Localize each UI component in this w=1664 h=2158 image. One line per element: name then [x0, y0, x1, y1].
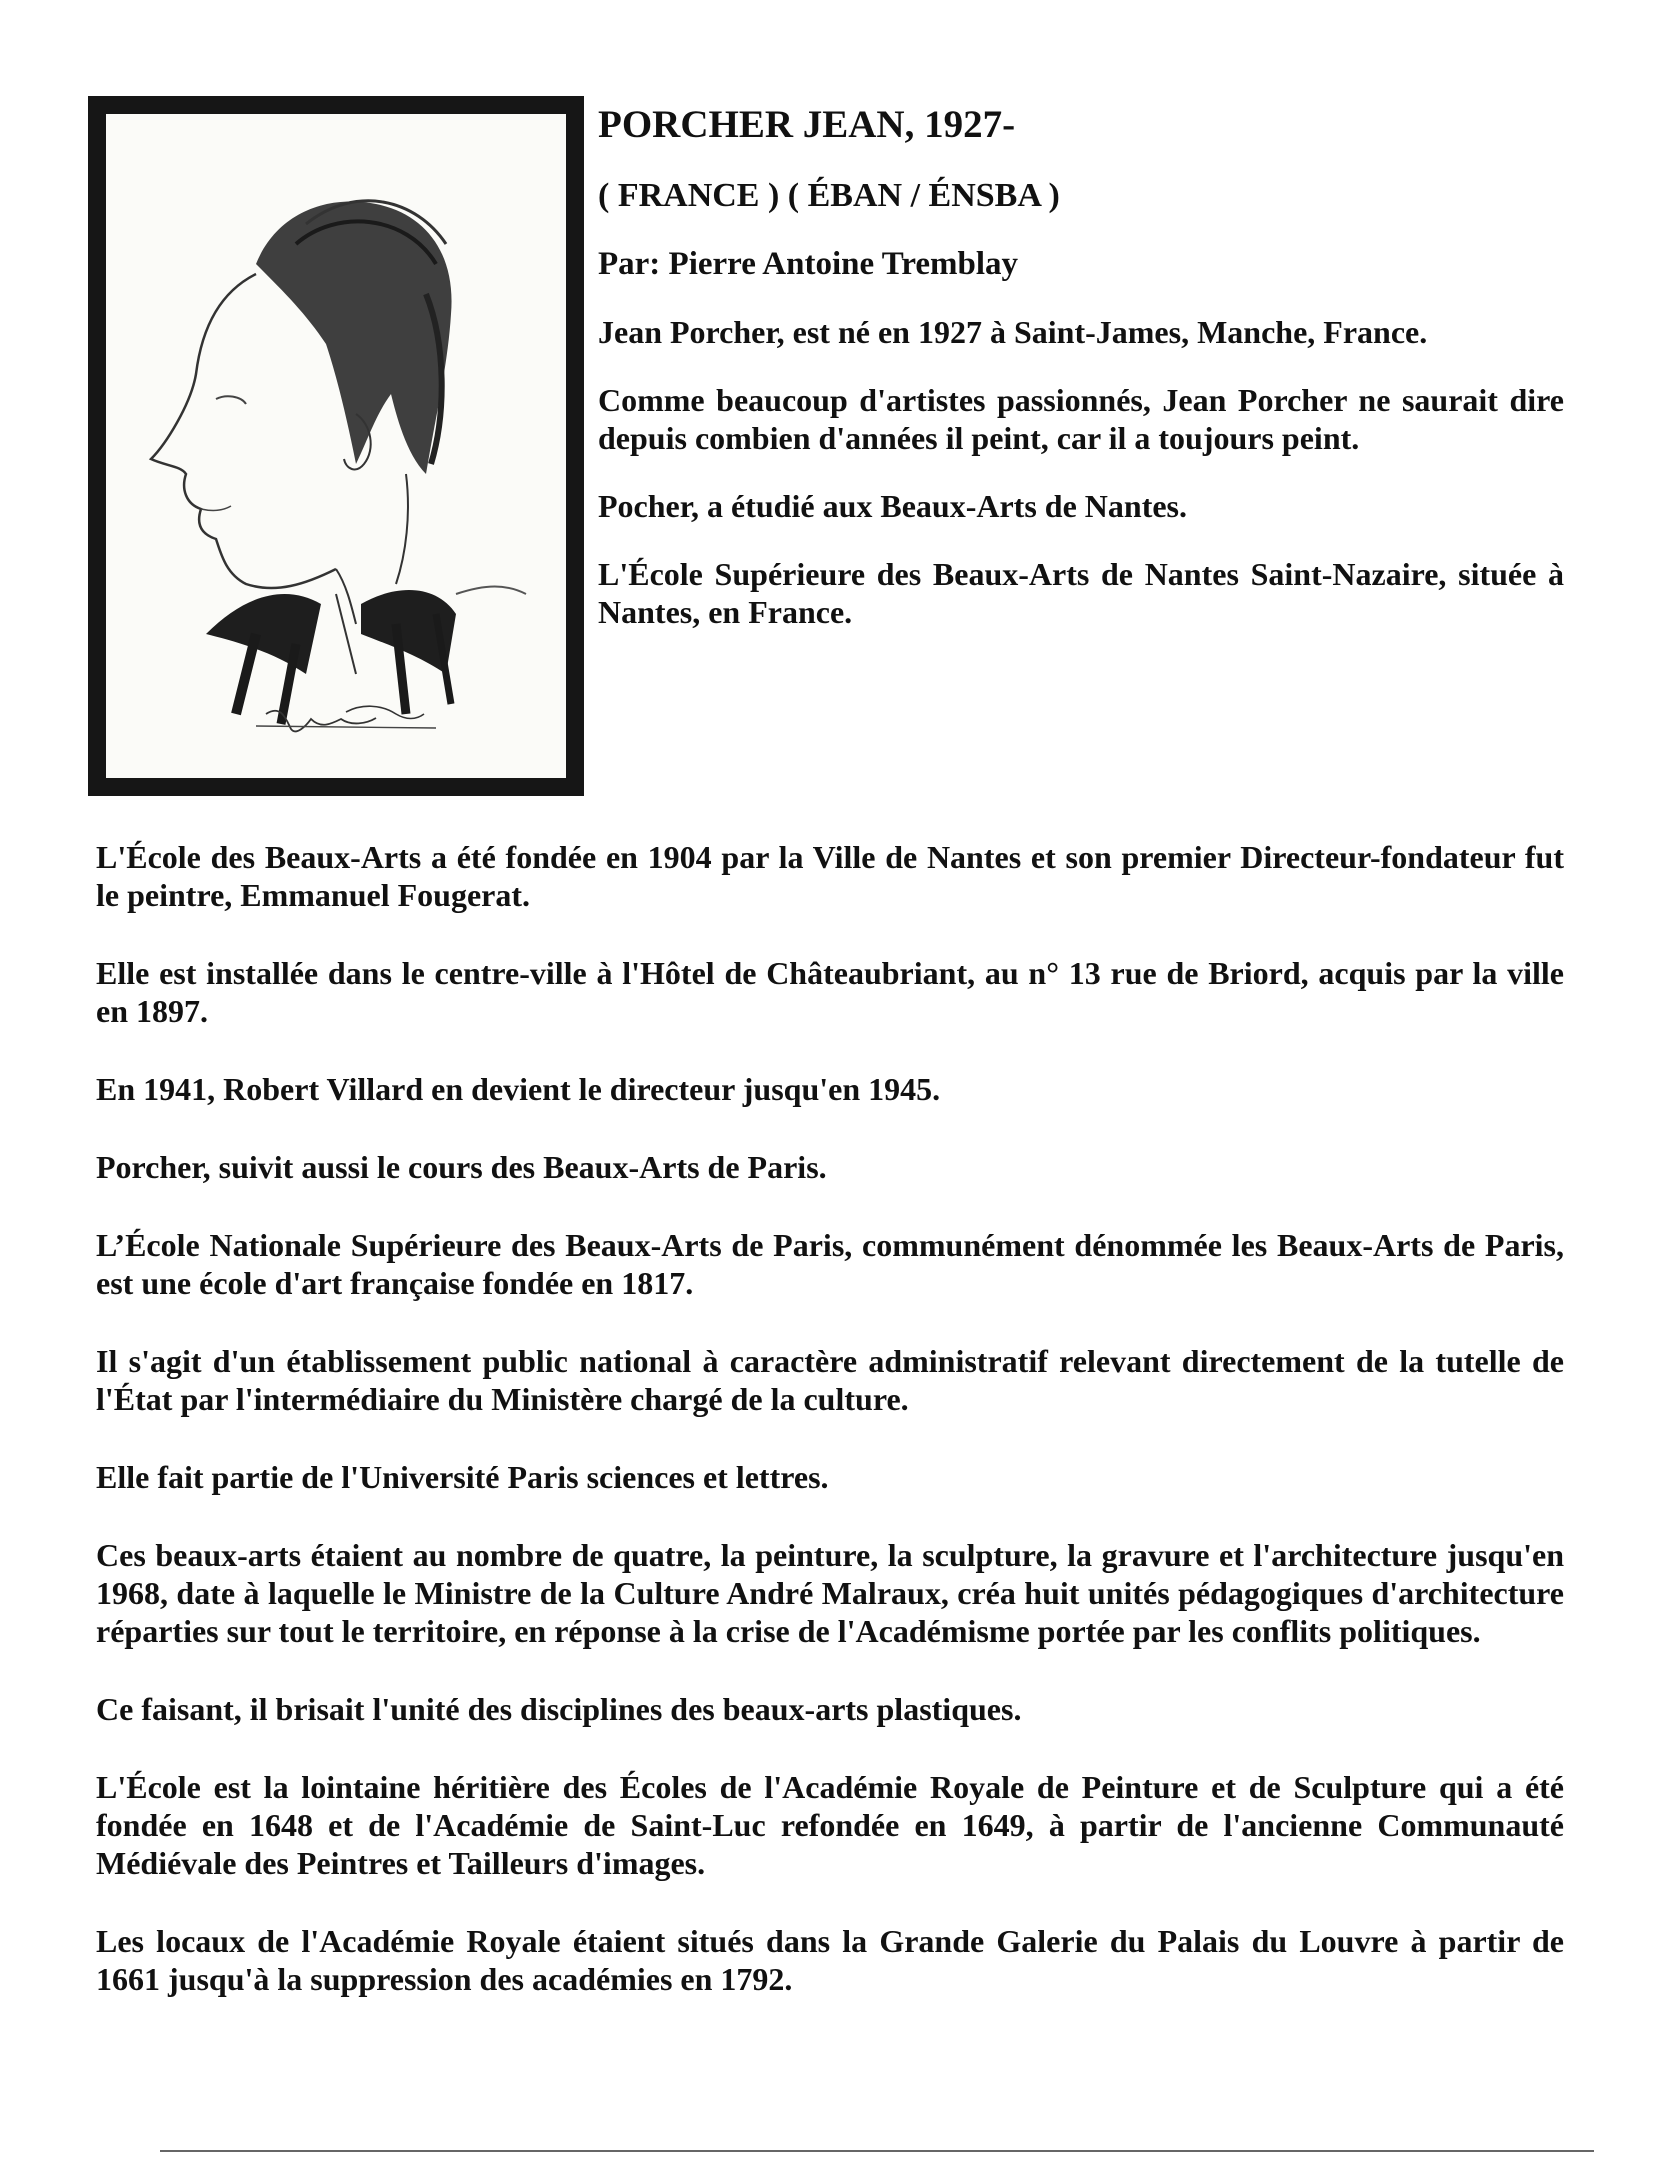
bottom-divider [160, 2150, 1594, 2152]
portrait-drawing [106, 114, 566, 778]
paragraph: Porcher, suivit aussi le cours des Beaux-Arts de Paris. [96, 1149, 827, 1185]
portrait-frame [88, 96, 584, 796]
article-body [96, 838, 1564, 2038]
paragraph: Les locaux de l'Académie Royale étaient situés dans la Grande Galerie du Palais du Louvre à partir de 1661 jusqu'à la suppression des académies en 1792. [96, 1923, 1564, 1997]
paragraph: Ces beaux-arts étaient au nombre de quatre, la peinture, la sculpture, la gravure et l'architecture jusqu'en 1968, date à laquelle le Ministre de la Culture André Malraux, créa huit unités pédagogiques d'architecture réparties sur tout le territoire, en réponse à la crise de l'Académisme portée par les conflits politiques. [96, 1537, 1564, 1649]
article-header [598, 104, 1564, 661]
paragraph: Ce faisant, il brisait l'unité des disciplines des beaux-arts plastiques. [96, 1691, 1022, 1727]
page-subtitle: ( FRANCE ) ( ÉBAN / ÉNSBA ) [598, 176, 1060, 214]
paragraph: Comme beaucoup d'artistes passionnés, Jean Porcher ne saurait dire depuis combien d'années il peint, car il a toujours peint. [598, 381, 1564, 456]
paragraph: Elle fait partie de l'Université Paris sciences et lettres. [96, 1459, 829, 1495]
paragraph: Il s'agit d'un établissement public national à caractère administratif relevant directement de la tutelle de l'État par l'intermédiaire du Ministère chargé de la culture. [96, 1343, 1564, 1417]
paragraph: L’École Nationale Supérieure des Beaux-Arts de Paris, communément dénommée les Beaux-Arts de Paris, est une école d'art française fondée en 1817. [96, 1227, 1564, 1301]
paragraph: En 1941, Robert Villard en devient le directeur jusqu'en 1945. [96, 1071, 941, 1107]
author-line: Par: Pierre Antoine Tremblay [598, 246, 1019, 283]
page-title: PORCHER JEAN, 1927- [598, 103, 1016, 146]
portrait-sketch [106, 114, 566, 778]
paragraph: Jean Porcher, est né en 1927 à Saint-James, Manche, France. [598, 313, 1428, 350]
paragraph: Elle est installée dans le centre-ville à l'Hôtel de Châteaubriant, au n° 13 rue de Briord, acquis par la ville en 1897. [96, 955, 1564, 1029]
paragraph: L'École est la lointaine héritière des Écoles de l'Académie Royale de Peinture et de Sculpture qui a été fondée en 1648 et de l'Académie de Saint-Luc refondée en 1649, à partir de l'ancienne Communauté Médiévale des Peintres et Tailleurs d'images. [96, 1769, 1564, 1881]
paragraph: Pocher, a étudié aux Beaux-Arts de Nantes. [598, 487, 1187, 524]
paragraph: L'École des Beaux-Arts a été fondée en 1904 par la Ville de Nantes et son premier Directeur-fondateur fut le peintre, Emmanuel Fougerat. [96, 839, 1564, 913]
paragraph: L'École Supérieure des Beaux-Arts de Nantes Saint-Nazaire, située à Nantes, en France. [598, 555, 1564, 630]
